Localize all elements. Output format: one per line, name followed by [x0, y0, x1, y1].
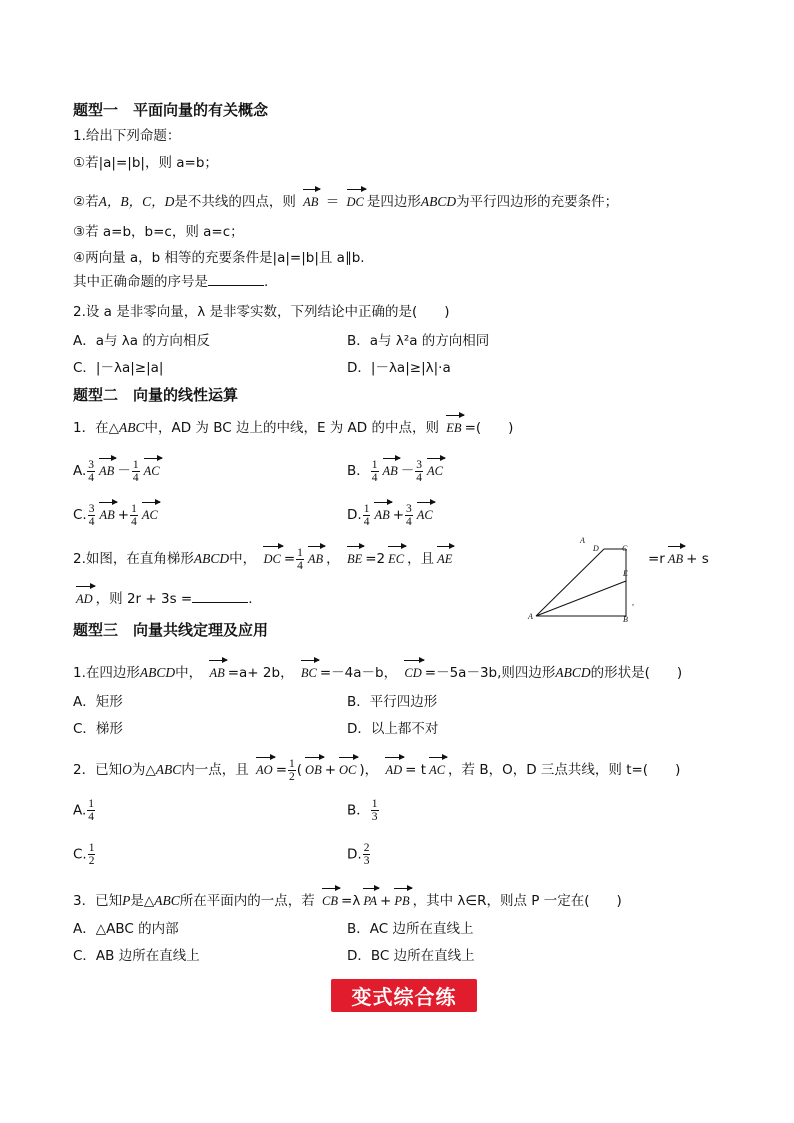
section2-title: 题型二 向量的线性运算	[73, 386, 239, 404]
fig-label-d: D	[593, 544, 599, 553]
s3-q2-stem: 2．已知O为△ABC内一点，且 AO = $\frac{1}{2}$ ( OB + OC )， AD = t AC ，若 B，O，D 三点共线，则 t=( )	[73, 754, 680, 783]
answer-blank[interactable]	[192, 590, 248, 603]
s3-q1-option-a: A．矩形	[73, 694, 123, 710]
s1-q1-statement-3: ③若 a=b，b=c，则 a=c；	[73, 224, 244, 240]
s1-q2-option-b: B．a与 λ²a 的方向相同	[347, 333, 490, 349]
s2-q2-stem-line2: AD ，则 2r + 3s = .	[73, 583, 253, 609]
s3-q2-option-b: B． $\frac{1}{3}$	[347, 798, 378, 823]
section3-title: 题型三 向量共线定理及应用	[73, 621, 269, 639]
vector-EB: EB	[446, 412, 461, 438]
s3-q2-option-d: D. $\frac{2}{3}$	[347, 842, 370, 867]
s1-q2-option-d: D．|－λa|≥|λ|·a	[347, 360, 451, 376]
answer-blank[interactable]	[208, 273, 264, 286]
s2-q1-stem: 1．在△ABC中，AD 为 BC 边上的中线，E 为 AD 的中点，则 EB =( )	[73, 412, 513, 438]
s1-q1-statement-2: ②若A，B，C，D是不共线的四点，则 AB ＝ DC 是四边形ABCD为平行四边形的充要条件；	[73, 186, 618, 212]
fig-mark: ,	[632, 598, 634, 607]
vector-DC: DC	[347, 186, 364, 212]
section1-title: 题型一 平面向量的有关概念	[73, 101, 269, 119]
s1-q2-stem: 2.设 a 是非零向量，λ 是非零实数，下列结论中正确的是( )	[73, 304, 450, 320]
s2-q2-stem-line1: 2.如图，在直角梯形ABCD中， DC = $\frac{1}{4}$ AB ， BE =2 EC ，且 AE	[73, 543, 455, 572]
fig-label-b: B	[623, 615, 628, 624]
s2-q1-option-d: D. $\frac{1}{4}$ AB + $\frac{3}{4}$ AC	[347, 499, 436, 528]
s3-q1-option-c: C．梯形	[73, 721, 123, 737]
s2-q1-option-c: C. $\frac{3}{4}$ AB + $\frac{1}{4}$ AC	[73, 499, 161, 528]
s2-q2-stem-tail: =r AB + s	[648, 543, 709, 569]
vector-AB: AB	[303, 186, 318, 212]
fig-label-e: E	[623, 569, 628, 578]
s1-q1-statement-1: ①若|a|=|b|，则 a=b；	[73, 155, 218, 171]
s3-q3-stem: 3．已知P是△ABC所在平面内的一点，若 CB =λ PA + PB ，其中 λ∈R，则点 P 一定在( )	[73, 885, 622, 911]
s3-q1-stem: 1.在四边形ABCD中， AB =a+ 2b， BC =－4a－b， CD =－5a－3b,则四边形ABCD的形状是( )	[73, 657, 682, 683]
fig-label-a-top: A	[580, 536, 585, 545]
s2-q1-option-b: B． $\frac{1}{4}$ AB － $\frac{3}{4}$ AC	[347, 455, 446, 484]
s1-q2-option-c: C．|－λa|≥|a|	[73, 360, 164, 376]
s1-q1-stem: 1.给出下列命题：	[73, 128, 181, 144]
s2-q1-option-a: A. $\frac{3}{4}$ AB － $\frac{1}{4}$ AC	[73, 455, 163, 484]
s3-q2-option-a: A. $\frac{1}{4}$	[73, 798, 95, 823]
practice-banner-label: 变式综合练	[351, 985, 457, 1009]
s3-q1-option-d: D．以上都不对	[347, 721, 439, 737]
s1-q1-statement-4: ④两向量 a，b 相等的充要条件是|a|=|b|且 a∥b.	[73, 250, 365, 266]
fig-label-a: A	[528, 612, 533, 621]
fig-label-c: C	[622, 544, 628, 553]
s1-q2-option-a: A．a与 λa 的方向相反	[73, 333, 210, 349]
practice-banner	[331, 979, 477, 1012]
s3-q1-option-b: B．平行四边形	[347, 694, 438, 710]
s3-q3-option-b: B．AC 边所在直线上	[347, 921, 474, 937]
s3-q3-option-d: D．BC 边所在直线上	[347, 948, 475, 964]
s3-q2-option-c: C. $\frac{1}{2}$	[73, 842, 95, 867]
s3-q3-option-c: C．AB 边所在直线上	[73, 948, 200, 964]
s1-q1-ask: 其中正确命题的序号是 .	[73, 274, 269, 290]
trapezoid-figure	[522, 533, 642, 625]
s3-q3-option-a: A．△ABC 的内部	[73, 921, 179, 937]
